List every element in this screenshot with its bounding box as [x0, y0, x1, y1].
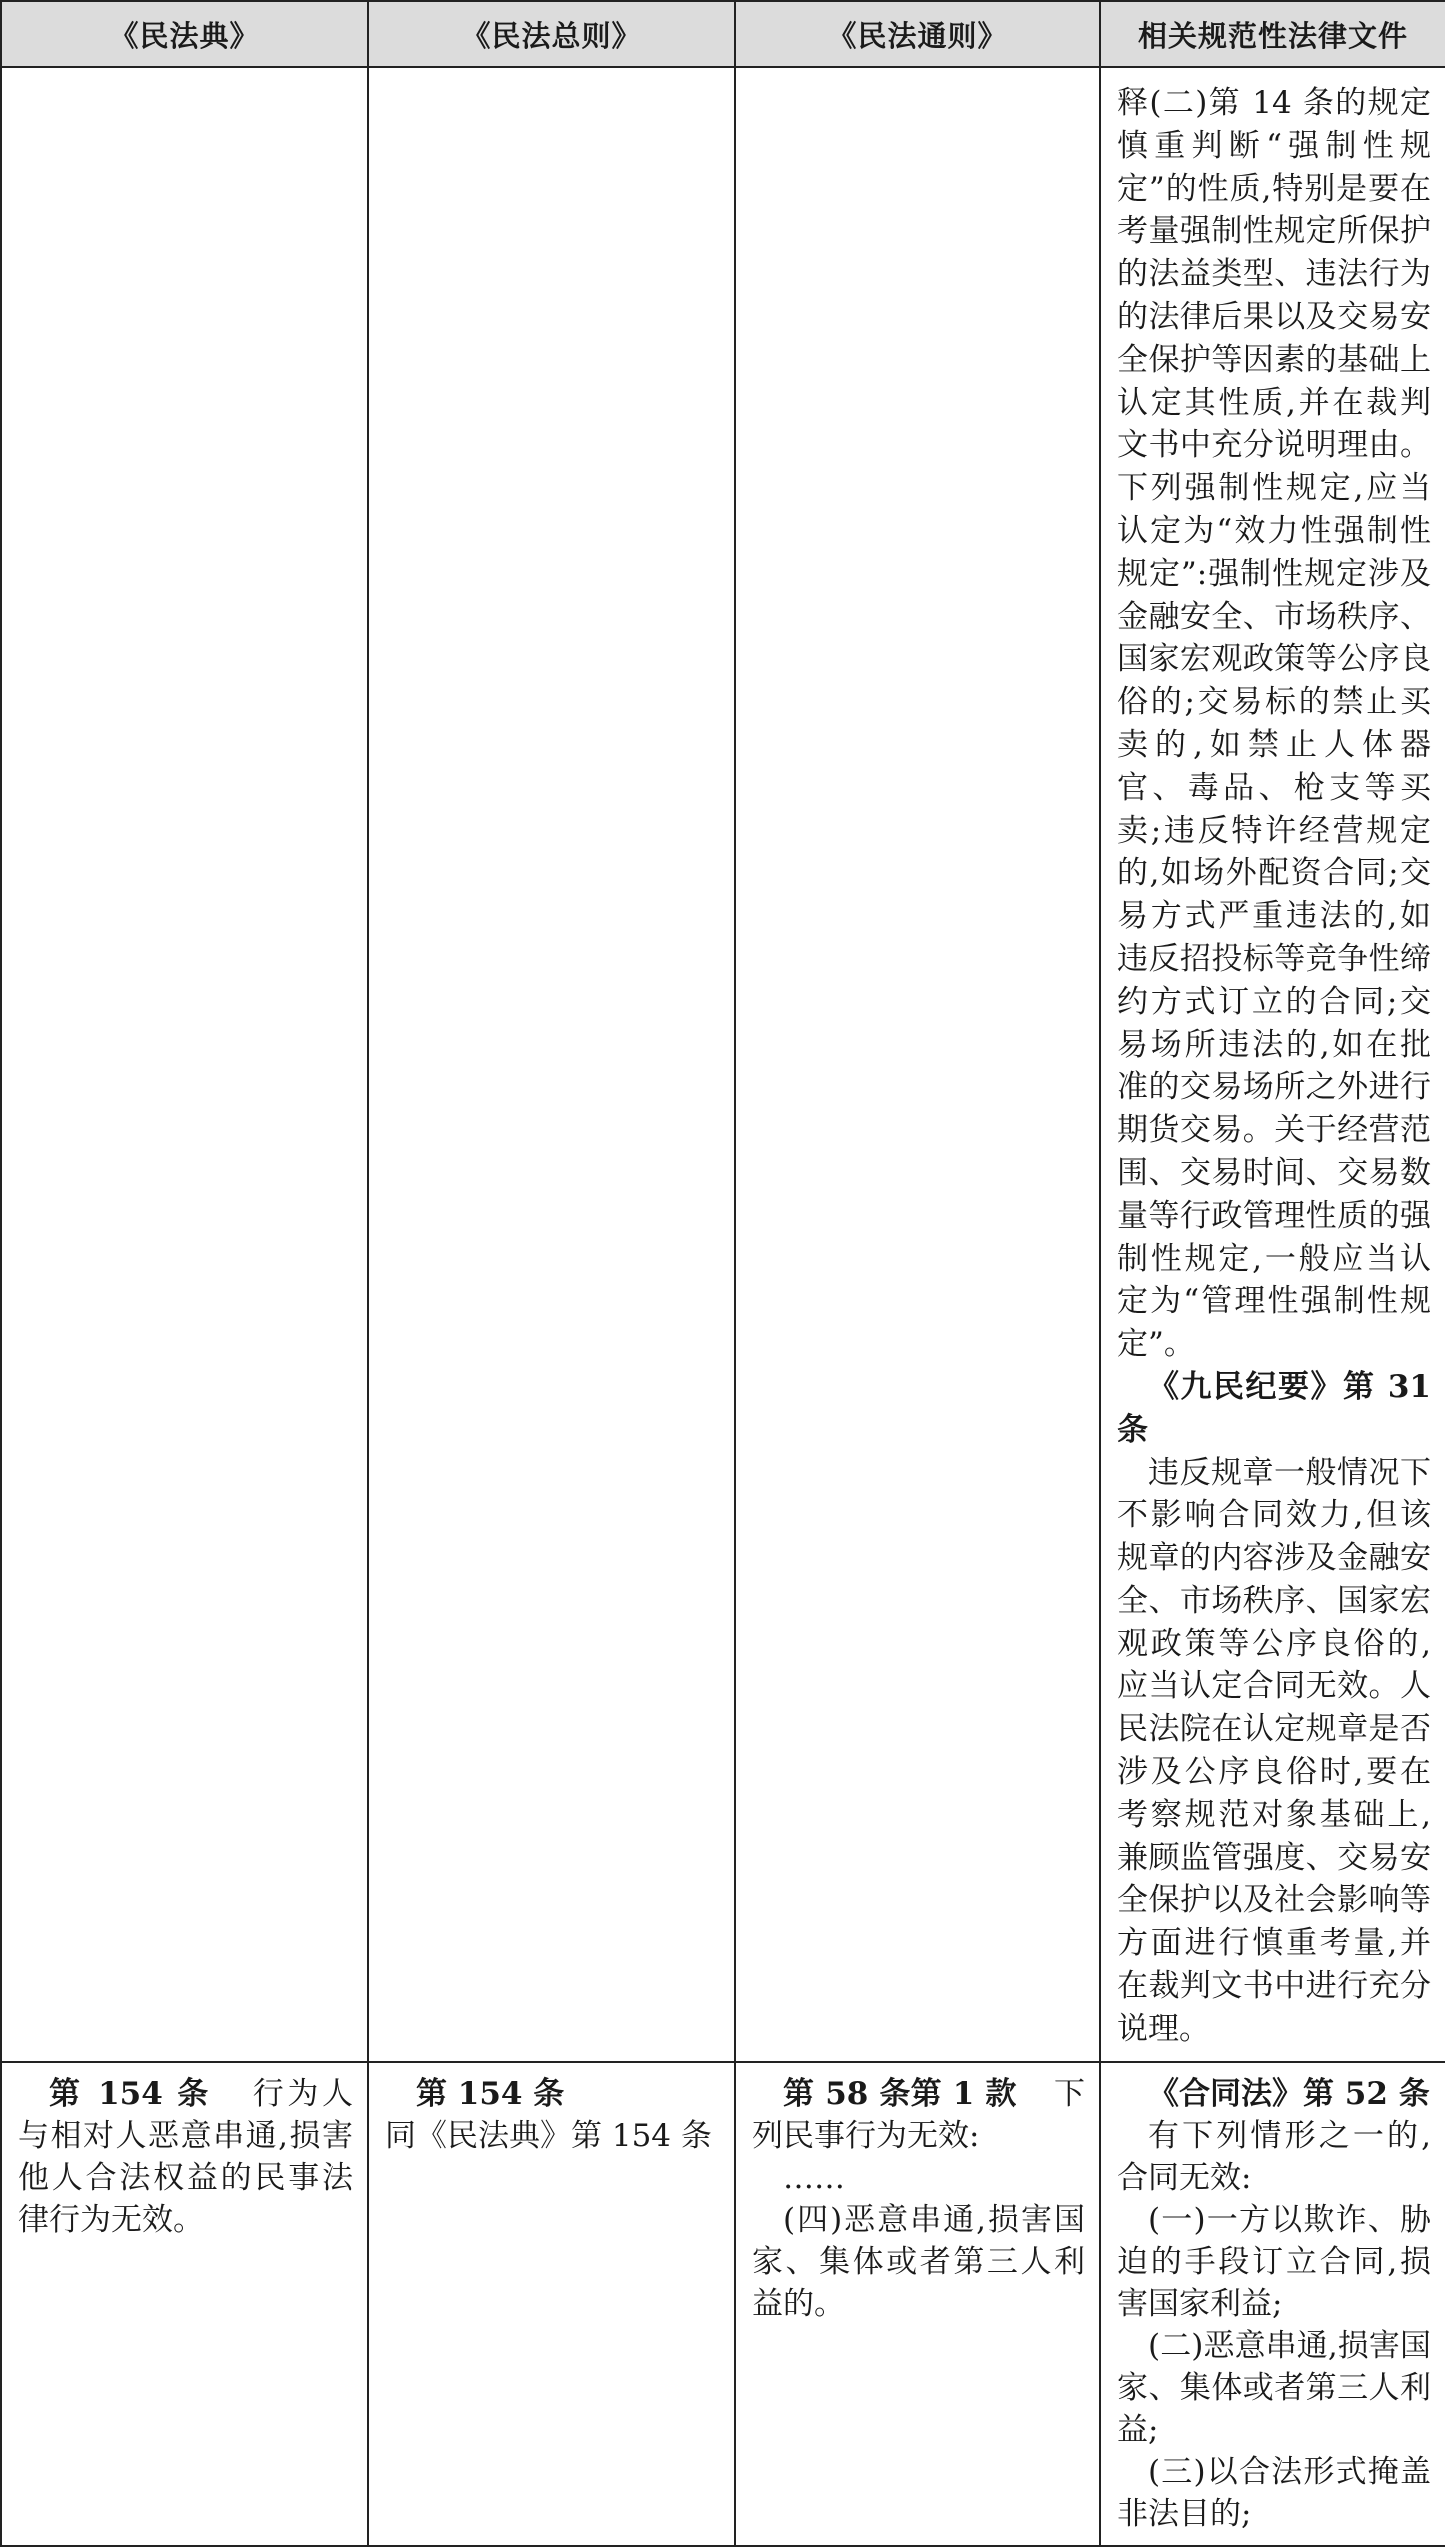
article-paragraph	[18, 2073, 353, 2241]
cell-related-documents	[1100, 2062, 1445, 2546]
article-item: (一)一方以欺诈、胁迫的手段订立合同,损害国家利益;	[1117, 2201, 1431, 2322]
article-text: 有下列情形之一的,合同无效:	[1117, 2117, 1431, 2196]
article-number: 第 154 条	[49, 2075, 212, 2112]
table-row	[1, 67, 1445, 2062]
header-related-documents: 相关规范性法律文件	[1100, 1, 1445, 67]
table-row	[1, 2062, 1445, 2546]
cell-empty	[1, 67, 368, 2062]
ellipsis: ……	[783, 2159, 845, 2196]
article-number: 第 154 条	[416, 2075, 565, 2112]
article-text: 行为人与相对人恶意串通,损害他人合法权益的民事法律行为无效。	[18, 2075, 353, 2238]
article-text: 同《民法典》第 154 条	[385, 2117, 712, 2154]
header-general-principles: 《民法通则》	[735, 1, 1100, 67]
cell-general-provisions	[368, 2062, 735, 2546]
article-text: 违反规章一般情况下不影响合同效力,但该规章的内容涉及金融安全、市场秩序、国家宏观政策等公序良俗的,应当认定合同无效。人民法院在认定规章是否涉及公序良俗时,要在考察规范对象基础上,兼顾监管强度、交易安全保护以及社会影响等方面进行慎重考量,并在裁判文书中进行充分说理。	[1117, 1454, 1431, 2047]
cell-general-principles	[735, 2062, 1100, 2546]
article-title: 《合同法》第 52 条	[1148, 2075, 1430, 2112]
article-item: (四)恶意串通,损害国家、集体或者第三人利益的。	[752, 2201, 1085, 2322]
cell-empty	[735, 67, 1100, 2062]
header-civil-code: 《民法典》	[1, 1, 368, 67]
cell-related-documents	[1100, 67, 1445, 2062]
continued-text: 释(二)第 14 条的规定慎重判断“强制性规定”的性质,特别是要在考量强制性规定所保护的法益类型、违法行为的法律后果以及交易安全保护等因素的基础上认定其性质,并在裁判文书中充分说明理由。下列强制性规定,应当认定为“效力性强制性规定”:强制性规定涉及金融安全、市场秩序、国家宏观政策等公序良俗的;交易标的禁止买卖的,如禁止人体器官、毒品、枪支等买卖;违反特许经营规定的,如场外配资合同;交易方式严重违法的,如违反招投标等竞争性缔约方式订立的合同;交易场所违法的,如在批准的交易场所之外进行期货交易。关于经营范围、交易时间、交易数量等行政管理性质的强制性规定,一般应当认定为“管理性强制性规定”。	[1117, 85, 1431, 1363]
article-item: (二)恶意串通,损害国家、集体或者第三人利益;	[1117, 2327, 1431, 2448]
article-title: 《九民纪要》第 31 条	[1117, 1368, 1431, 1448]
article-text: 下列民事行为无效:	[752, 2075, 1085, 2154]
cell-civil-code	[1, 2062, 368, 2546]
article-paragraph	[752, 2073, 1085, 2157]
cell-empty	[368, 67, 735, 2062]
header-general-provisions: 《民法总则》	[368, 1, 735, 67]
article-item: (三)以合法形式掩盖非法目的;	[1117, 2453, 1431, 2532]
table-header-row	[1, 1, 1445, 67]
article-number: 第 58 条第 1 款	[783, 2075, 1017, 2112]
